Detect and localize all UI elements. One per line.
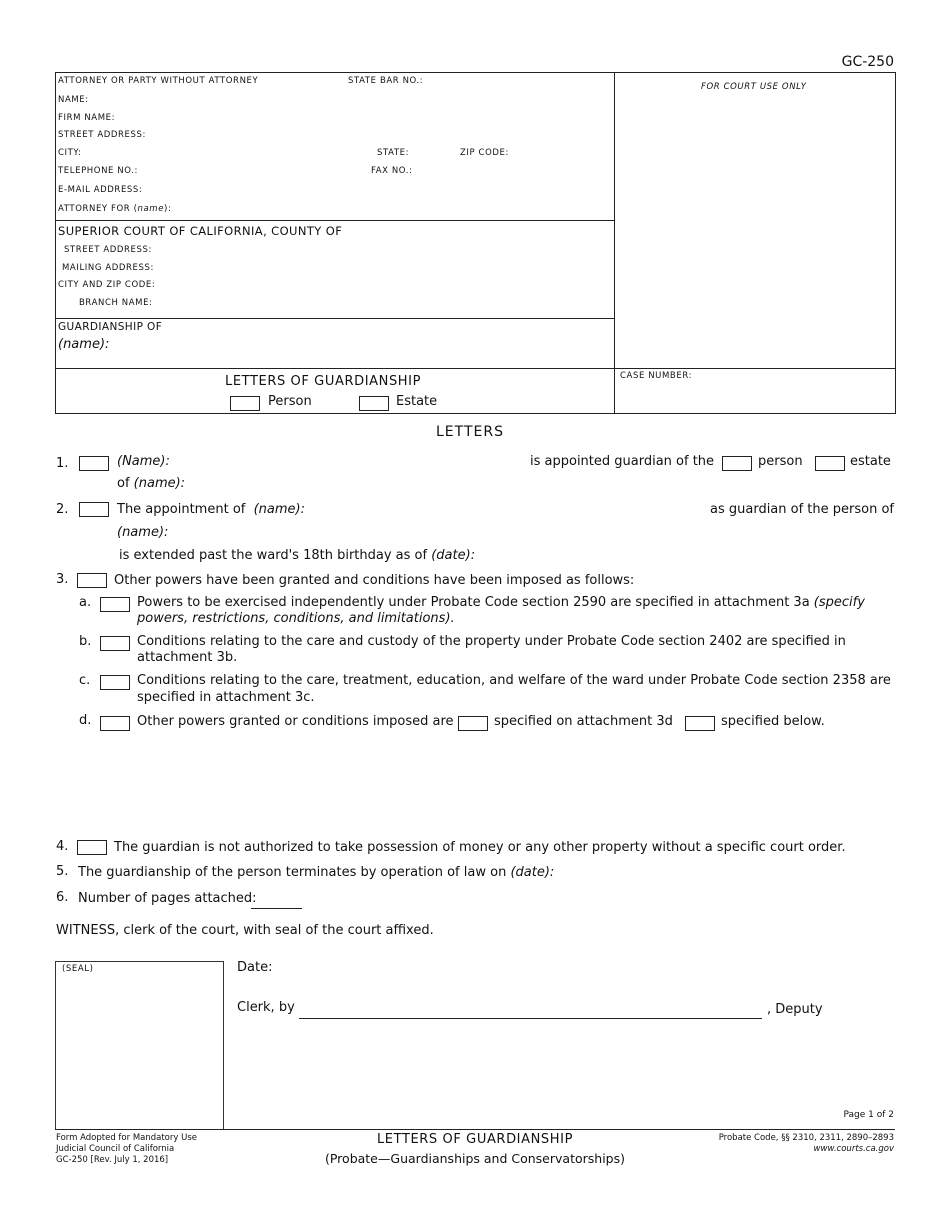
caption-box: [55, 72, 896, 414]
attorney-for-label: ATTORNEY FOR (name):: [58, 204, 172, 214]
item-3d-text: Other powers granted or conditions imposed are: [137, 714, 454, 729]
caption-divider-court: [55, 220, 615, 221]
item-1-of-name: of (name):: [117, 476, 186, 491]
item-3a-checkbox[interactable]: [100, 597, 130, 612]
item-1-appointed-text: is appointed guardian of the: [530, 454, 715, 469]
item-1-number: 1.: [56, 456, 69, 471]
date-label: Date:: [237, 960, 273, 975]
seal-label: (SEAL): [62, 964, 94, 974]
item-6-number: 6.: [56, 890, 69, 905]
case-number-label: CASE NUMBER:: [620, 371, 693, 381]
item-3d-attachment-checkbox[interactable]: [458, 716, 488, 731]
doc-title: LETTERS OF GUARDIANSHIP: [225, 374, 422, 389]
clerk-signature-line[interactable]: [299, 1018, 762, 1019]
court-use-label: FOR COURT USE ONLY: [701, 82, 807, 92]
court-city-label: CITY AND ZIP CODE:: [58, 280, 156, 290]
court-mailing-label: MAILING ADDRESS:: [62, 263, 154, 273]
footer-title: LETTERS OF GUARDIANSHIP: [376, 1132, 574, 1147]
caption-divider-title: [55, 368, 895, 369]
item-1-person-label: person: [758, 454, 803, 469]
footer-adopted-text: Form Adopted for Mandatory Use: [56, 1133, 197, 1143]
street-address-label: STREET ADDRESS:: [58, 130, 146, 140]
court-branch-label: BRANCH NAME:: [79, 298, 153, 308]
item-2-name2-label: (name):: [117, 525, 169, 540]
item-2-number: 2.: [56, 502, 69, 517]
item-1-estate-label: estate: [850, 454, 891, 469]
item-1-person-checkbox[interactable]: [722, 456, 752, 471]
footer-code-text: Probate Code, §§ 2310, 2311, 2890–2893: [718, 1133, 894, 1143]
deputy-label: , Deputy: [767, 1002, 823, 1017]
item-3a-line1: Powers to be exercised independently under Probate Code section 2590 are specified in attachment 3a (specify: [137, 595, 865, 610]
item-3b-line1: Conditions relating to the care and custody of the property under Probate Code section 2402 are specified in: [137, 634, 846, 649]
item-4-number: 4.: [56, 839, 69, 854]
caption-divider-guardianship: [55, 318, 615, 319]
item-3-number: 3.: [56, 572, 69, 587]
item-3d-below-checkbox[interactable]: [685, 716, 715, 731]
attorney-label: ATTORNEY OR PARTY WITHOUT ATTORNEY: [58, 76, 259, 86]
item-3c-letter: c.: [79, 673, 91, 688]
footer-rev-text: GC-250 [Rev. July 1, 2016]: [56, 1155, 169, 1165]
firm-name-label: FIRM NAME:: [58, 113, 116, 123]
item-1-name-label: (Name):: [117, 454, 170, 469]
item-4-text: The guardian is not authorized to take possession of money or any other property without a specific court order.: [114, 840, 846, 855]
footer-subtitle: (Probate—Guardianships and Conservatorships): [324, 1151, 625, 1166]
person-label: Person: [268, 394, 312, 409]
estate-checkbox[interactable]: [359, 396, 389, 411]
item-3d-below-label: specified below.: [721, 714, 825, 729]
letters-heading: LETTERS: [436, 424, 504, 440]
item-2-checkbox[interactable]: [79, 502, 109, 517]
fax-label: FAX NO.:: [371, 166, 413, 176]
footer-url[interactable]: www.courts.ca.gov: [813, 1144, 894, 1154]
zip-code-label: ZIP CODE:: [460, 148, 509, 158]
item-3b-letter: b.: [79, 634, 92, 649]
item-3-checkbox[interactable]: [77, 573, 107, 588]
item-3b-checkbox[interactable]: [100, 636, 130, 651]
item-5-text: The guardianship of the person terminates by operation of law on (date):: [78, 865, 555, 880]
seal-box: [55, 961, 224, 1130]
footer-council-text: Judicial Council of California: [56, 1144, 175, 1154]
telephone-label: TELEPHONE NO.:: [58, 166, 138, 176]
email-label: E-MAIL ADDRESS:: [58, 185, 143, 195]
item-3c-line1: Conditions relating to the care, treatment, education, and welfare of the ward under Probate Code section 2358 are: [137, 673, 891, 688]
item-3d-attachment-label: specified on attachment 3d: [494, 714, 673, 729]
court-title: SUPERIOR COURT OF CALIFORNIA, COUNTY OF: [58, 224, 343, 238]
item-3a-letter: a.: [79, 595, 92, 610]
page-number: Page 1 of 2: [843, 1110, 894, 1120]
item-3c-checkbox[interactable]: [100, 675, 130, 690]
item-3a-line2: powers, restrictions, conditions, and limitations).: [137, 611, 455, 626]
item-6-text: Number of pages attached:: [78, 891, 257, 906]
item-4-checkbox[interactable]: [77, 840, 107, 855]
item-3d-checkbox[interactable]: [100, 716, 130, 731]
name-label: NAME:: [58, 95, 89, 105]
item-3d-letter: d.: [79, 713, 92, 728]
item-5-number: 5.: [56, 864, 69, 879]
person-checkbox[interactable]: [230, 396, 260, 411]
item-3-text: Other powers have been granted and conditions have been imposed as follows:: [114, 573, 635, 588]
item-3c-line2: specified in attachment 3c.: [137, 690, 315, 705]
footer-rule: [55, 1129, 895, 1130]
state-label: STATE:: [377, 148, 410, 158]
estate-label: Estate: [396, 394, 438, 409]
witness-text: WITNESS, clerk of the court, with seal of the court affixed.: [56, 923, 434, 938]
city-label: CITY:: [58, 148, 82, 158]
item-1-checkbox[interactable]: [79, 456, 109, 471]
item-1-estate-checkbox[interactable]: [815, 456, 845, 471]
court-street-label: STREET ADDRESS:: [64, 245, 152, 255]
guardianship-of-label: GUARDIANSHIP OF: [58, 321, 163, 333]
item-2-extended-text: is extended past the ward's 18th birthday as of (date):: [119, 548, 476, 563]
form-number: GC-250: [841, 54, 894, 70]
state-bar-label: STATE BAR NO.:: [348, 76, 424, 86]
pages-attached-field[interactable]: [251, 908, 302, 909]
clerk-label: Clerk, by: [237, 1000, 295, 1015]
item-3b-line2: attachment 3b.: [137, 650, 238, 665]
caption-divider-vertical: [614, 72, 615, 413]
guardianship-name-label: (name):: [58, 337, 110, 352]
item-2-appointment-text: The appointment of (name):: [117, 502, 305, 517]
item-2-as-guardian-text: as guardian of the person of: [710, 502, 894, 517]
footer-code: [719, 1133, 894, 1155]
